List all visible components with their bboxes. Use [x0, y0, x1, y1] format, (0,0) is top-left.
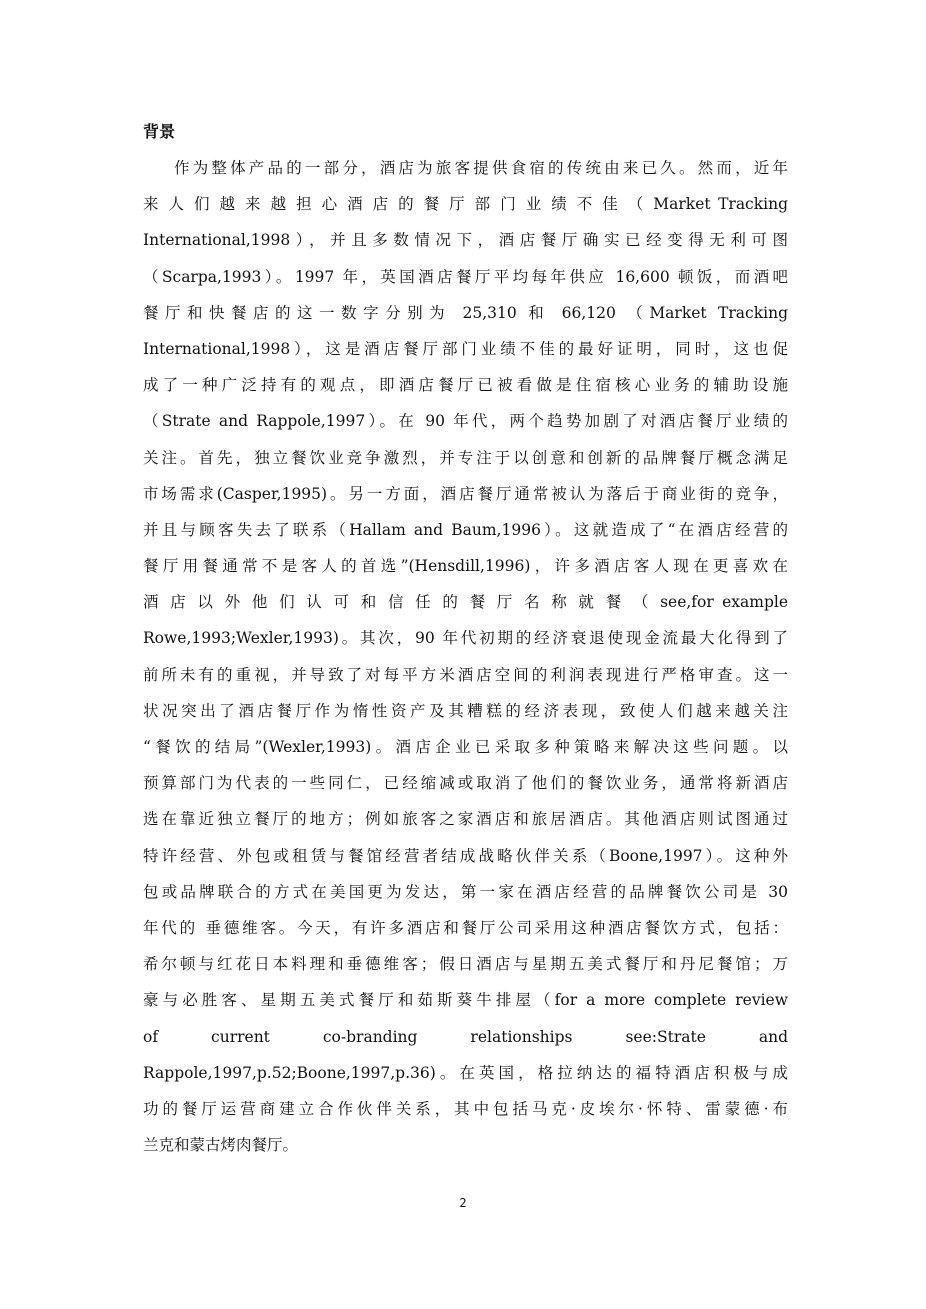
section-heading: 背景	[143, 122, 176, 141]
paragraph-line: Rappole,1997,p.52;Boone,1997,p.36)。在英国，格拉纳达的福特酒店积极与成	[143, 1063, 788, 1082]
paragraph-line: 选在靠近独立餐厅的地方；例如旅客之家酒店和旅居酒店。其他酒店则试图通过	[143, 810, 788, 829]
paragraph-line: 年代的 垂德维客。今天，有许多酒店和餐厅公司采用这种酒店餐饮方式，包括：	[143, 918, 788, 937]
paragraph-line: 并且与顾客失去了联系（Hallam and Baum,1996）。这就造成了“在酒店经营的	[143, 520, 788, 539]
paragraph-line: 预算部门为代表的一些同仁，已经缩减或取消了他们的餐饮业务，通常将新酒店	[143, 774, 788, 793]
paragraph-line: 包或品牌联合的方式在美国更为发达，第一家在酒店经营的品牌餐饮公司是 30	[143, 882, 788, 901]
paragraph-line: 兰克和蒙古烤肉餐厅。	[143, 1136, 299, 1155]
paragraph-line: 来 人 们 越 来 越 担 心 酒 店 的 餐 厅 部 门 业 绩 不 佳 （ Market Tracking	[143, 195, 788, 214]
paragraph-line: of current co-branding relationships see:Strate and	[143, 1027, 788, 1046]
paragraph-line: International,1998），并且多数情况下，酒店餐厅确实已经变得无利可图	[143, 231, 788, 250]
paragraph-line: 成了一种广泛持有的观点，即酒店餐厅已被看做是住宿核心业务的辅助设施	[143, 376, 788, 395]
paragraph-line: 特许经营、外包或租赁与餐馆经营者结成战略伙伴关系（Boone,1997）。这种外	[143, 846, 788, 865]
paragraph-line: Rowe,1993;Wexler,1993)。其次，90 年代初期的经济衰退使现金流最大化得到了	[143, 629, 788, 648]
paragraph-line: 酒 店 以 外 他 们 认 可 和 信 任 的 餐 厅 名 称 就 餐 （ see,for example	[143, 593, 788, 612]
paragraph-line: 功的餐厅运营商建立合作伙伴关系，其中包括马克·皮埃尔·怀特、雷蒙德·布	[143, 1099, 788, 1118]
paragraph-line: 餐厅用餐通常不是客人的首选”(Hensdill,1996)，许多酒店客人现在更喜欢在	[143, 557, 788, 576]
paragraph-line: （Strate and Rappole,1997）。在 90 年代，两个趋势加剧了对酒店餐厅业绩的	[143, 412, 788, 431]
page-number: 2	[459, 1196, 467, 1210]
paragraph-line: 作为整体产品的一部分，酒店为旅客提供食宿的传统由来已久。然而，近年	[174, 159, 788, 177]
paragraph-line: 豪与必胜客、星期五美式餐厅和茹斯葵牛排屋（for a more complete review	[143, 991, 788, 1010]
paragraph-line: 餐厅和快餐店的这一数字分别为 25,310 和 66,120 （Market Tracking	[143, 303, 788, 322]
paragraph-line: 关注。首先，独立餐饮业竞争激烈，并专注于以创意和创新的品牌餐厅概念满足	[143, 448, 788, 467]
paragraph-line: International,1998），这是酒店餐厅部门业绩不佳的最好证明，同时，这也促	[143, 339, 788, 358]
paragraph-line: 状况突出了酒店餐厅作为惰性资产及其糟糕的经济表现，致使人们越来越关注	[143, 701, 788, 720]
paragraph-line: 希尔顿与红花日本料理和垂德维客；假日酒店与星期五美式餐厅和丹尼餐馆；万	[143, 955, 788, 974]
paragraph-line: 前所未有的重视，并导致了对每平方米酒店空间的利润表现进行严格审查。这一	[143, 665, 788, 684]
paragraph-line: “餐饮的结局”(Wexler,1993)。酒店企业已采取多种策略来解决这些问题。以	[143, 738, 788, 756]
paragraph-line: 市场需求(Casper,1995)。另一方面，酒店餐厅通常被认为落后于商业街的竞争，	[143, 484, 788, 503]
body-paragraph	[143, 156, 788, 1169]
paragraph-line: （Scarpa,1993）。1997 年，英国酒店餐厅平均每年供应 16,600 顿饭，而酒吧	[143, 267, 788, 286]
